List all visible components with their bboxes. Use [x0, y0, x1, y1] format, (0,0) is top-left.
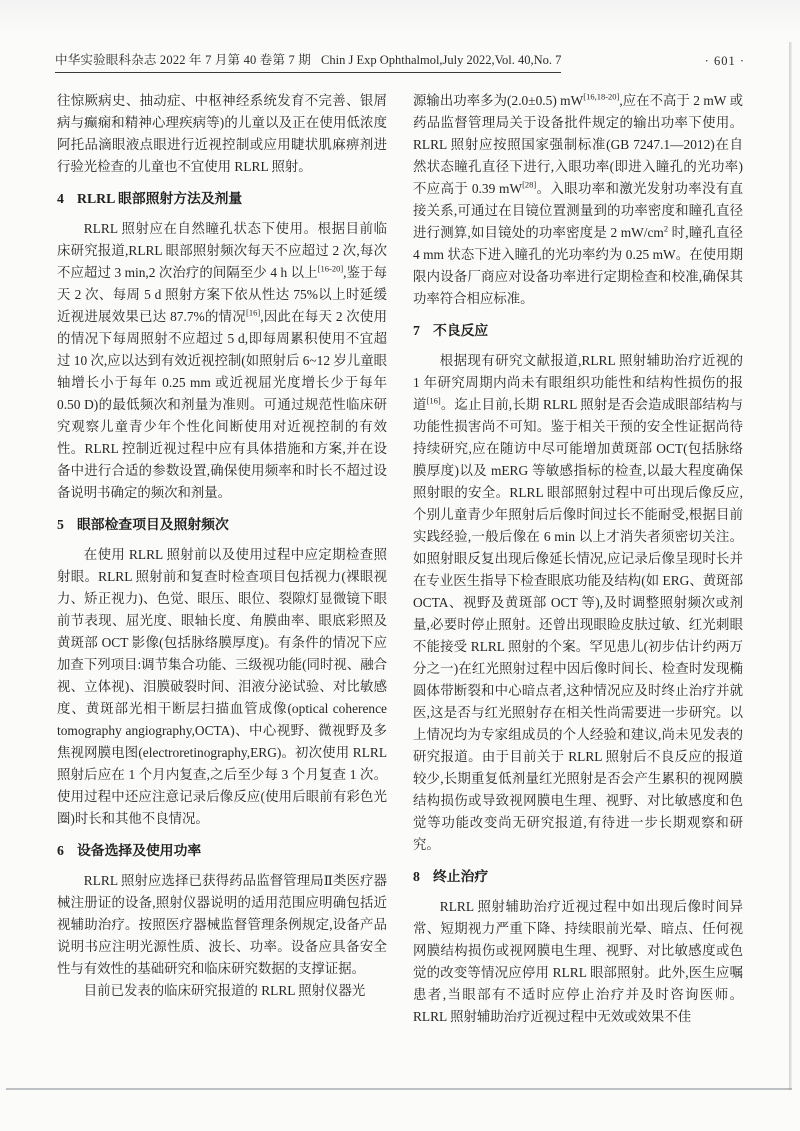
running-head [55, 50, 561, 73]
section-title: 设备选择及使用功率 [77, 843, 202, 858]
reference-superscript: [16] [426, 395, 441, 406]
reference-superscript: [16] [246, 307, 261, 318]
text-run: 目前已发表的临床研究报道的 RLRL 照射仪器光 [83, 983, 366, 998]
paragraph [413, 896, 743, 1028]
text-run: RLRL 照射辅助治疗近视过程中如出现后像时间异常、短期视力严重下降、持续眼前光晕、暗点、任何视网膜结构损伤或视网膜电生理、视野、对比敏感度或色觉的改变等情况应停用 RLRL 眼部照射。此外,医生应嘱患者,当眼部有不适时应停止治疗并及时咨询医师。RLRL 照射辅助治疗近视过程中无效或效果不佳 [413, 899, 743, 1024]
text-run: 在使用 RLRL 照射前以及使用过程中应定期检查照射眼。RLRL 照射前和复查时检查项目包括视力(裸眼视力、矫正视力)、色觉、眼压、眼位、裂隙灯显微镜下眼前节表现、屈光度、眼轴长度、角膜曲率、眼底彩照及黄斑部 OCT 影像(包括脉络膜厚度)。有条件的情况下应加查下列项目:调节集合功能、三级视功能(同时视、融合视、立体视)、泪膜破裂时间、泪液分泌试验、对比敏感度、黄斑部光相干断层扫描血管成像(optical coherence tomography angiography,OCTA)、中心视野、微视野及多焦视网膜电图(electroretinography,ERG)。初次使用 RLRL 照射后应在 1 个月内复查,之后至少每 3 个月复查 1 次。使用过程中还应注意记录后像反应(使用后眼前有彩色光圈)时长和其他不良情况。 [57, 547, 387, 826]
section-title: 终止治疗 [433, 869, 489, 884]
text-run: 根据现有研究文献报道,RLRL 照射辅助治疗近视的 1 年研究周期内尚未有眼组织功能性和结构性损伤的报道 [413, 353, 743, 412]
reference-superscript: [16-20] [317, 263, 344, 274]
section-number: 7 [413, 323, 420, 338]
text-run: 。入眼功率和激光发射功率没有直接关系,可通过在目镜位置测量到的功率密度和瞳孔直径进行测算,如目镜处的功率密度是 2 mW/cm [413, 181, 743, 240]
text-run: ,因此在每天 2 次使用的情况下每周照射不应超过 5 d,即每周累积使用不宜超过 10 次,应以达到有效近视控制(如照射后 6~12 岁儿童眼轴增长小于每年 0.25 mm 或近视屈光度增长少于每年 0.50 D)的最低频次和剂量为准则。可通过规范性临床研究观察儿童青少年个性化间断使用对近视控制的有效性。RLRL 控制近视过程中应有具体措施和方案,并在设备中进行合适的参数设置,确保使用频率和时长不超过设备说明书确定的频次和剂量。 [57, 309, 387, 500]
section-title: 不良反应 [433, 323, 489, 338]
section-number: 5 [57, 517, 64, 532]
text-run: ,鉴于每天 2 次、每周 5 d 照射方案下依从性达 75%以上时延缓近视进展效果已达 87.7%的情况 [57, 265, 387, 324]
paragraph [57, 870, 387, 980]
section-title: 眼部检查项目及照射频次 [77, 517, 229, 532]
paragraph [57, 544, 387, 830]
text-run: RLRL 照射应在自然瞳孔状态下使用。根据目前临床研究报道,RLRL 眼部照射频次每天不应超过 2 次,每次不应超过 3 min,2 次治疗的间隔至少 4 h 以上 [57, 221, 387, 280]
text-run: ,应在不高于 2 mW 或药品监督管理局关于设备批件规定的输出功率下使用。RLRL 照射应按照国家强制标准(GB 7247.1—2012)在自然状态瞳孔直径下进行,入眼功率(即进入瞳孔的光功率)不应高于 0.39 mW [413, 93, 743, 196]
text-run: 源输出功率多为(2.0±0.5) mW [413, 93, 584, 108]
section-heading [57, 840, 387, 862]
scan-edge-bottom [6, 1088, 792, 1090]
reference-superscript: 2 [663, 223, 669, 234]
reference-superscript: [28] [522, 179, 537, 190]
section-number: 8 [413, 869, 420, 884]
paragraph [413, 90, 743, 310]
paragraph [413, 350, 743, 856]
section-title: RLRL 眼部照射方法及剂量 [77, 191, 243, 206]
paragraph [57, 90, 387, 178]
section-heading [57, 514, 387, 536]
page-header [55, 50, 745, 73]
text-run: 。迄止目前,长期 RLRL 照射是否会造成眼部结构与功能性损害尚不可知。鉴于相关干预的安全性证据尚待持续研究,应在随访中尽可能增加黄斑部 OCT(包括脉络膜厚度)以及 mERG 等敏感指标的检查,以最大程度确保照射眼的安全。RLRL 眼部照射过程中可出现后像反应,个别儿童青少年照射后后像时间过长不能耐受,根据目前实践经验,一般后像在 6 min 以上才消失者须密切关注。如照射眼反复出现后像延长情况,应记录后像呈现时长并在专业医生指导下检查眼底功能及结构(如 ERG、黄斑部 OCTA、视野及黄斑部 OCT 等),及时调整照射频次或剂量,必要时停止照射。还曾出现眼睑皮肤过敏、红光刺眼不能接受 RLRL 照射的个案。罕见患儿(初步估计约两万分之一)在红光照射过程中因后像时间长、检查时发现椭圆体带断裂和中心暗点者,这种情况应及时终止治疗并就医,这是否与红光照射存在相关性尚需要进一步研究。以上情况均为专家组成员的个人经验和建议,尚未见发表的研究报道。由于目前关于 RLRL 照射后不良反应的报道较少,长期重复低剂量红光照射是否会产生累积的视网膜结构损伤或导致视网膜电生理、视野、对比敏感度和色觉等功能改变尚无研究报道,有待进一步长期观察和研究。 [413, 397, 743, 852]
section-number: 6 [57, 843, 64, 858]
article-body [57, 90, 743, 1028]
page-number: · 601 · [704, 54, 745, 68]
paragraph [57, 980, 387, 1002]
text-run: 时,瞳孔直径 4 mm 状态下进入瞳孔的光功率约为 0.25 mW。在使用期限内设备厂商应对设备功率进行定期检查和校准,确保其功率符合相应标准。 [413, 225, 743, 306]
paragraph [57, 218, 387, 504]
left-column [57, 90, 387, 1028]
text-run: RLRL 照射应选择已获得药品监督管理局Ⅱ类医疗器械注册证的设备,照射仪器说明的适用范围应明确包括近视辅助治疗。按照医疗器械监督管理条例规定,设备产品说明书应注明光源性质、波长、功率。设备应具备安全性与有效性的基础研究和临床研究数据的支撑证据。 [57, 873, 387, 976]
reference-superscript: [16,18-20] [583, 91, 620, 102]
section-heading [57, 188, 387, 210]
scan-shade-top [0, 0, 800, 34]
journal-title-en: Chin J Exp Ophthalmol,July 2022,Vol. 40,No. 7 [321, 53, 562, 67]
scan-edge-right [789, 42, 792, 1090]
text-run: 往惊厥病史、抽动症、中枢神经系统发育不完善、银屑病与癫痫和精神心理疾病等)的儿童以及正在使用低浓度阿托品滴眼液点眼进行近视控制或应用睫状肌麻痹剂进行验光检查的儿童也不宜使用 RLRL 照射。 [57, 93, 387, 174]
section-number: 4 [57, 191, 64, 206]
section-heading [413, 320, 743, 342]
right-column [413, 90, 743, 1028]
journal-title-cn: 中华实验眼科杂志 2022 年 7 月第 40 卷第 7 期 [55, 53, 312, 67]
section-heading [413, 866, 743, 888]
